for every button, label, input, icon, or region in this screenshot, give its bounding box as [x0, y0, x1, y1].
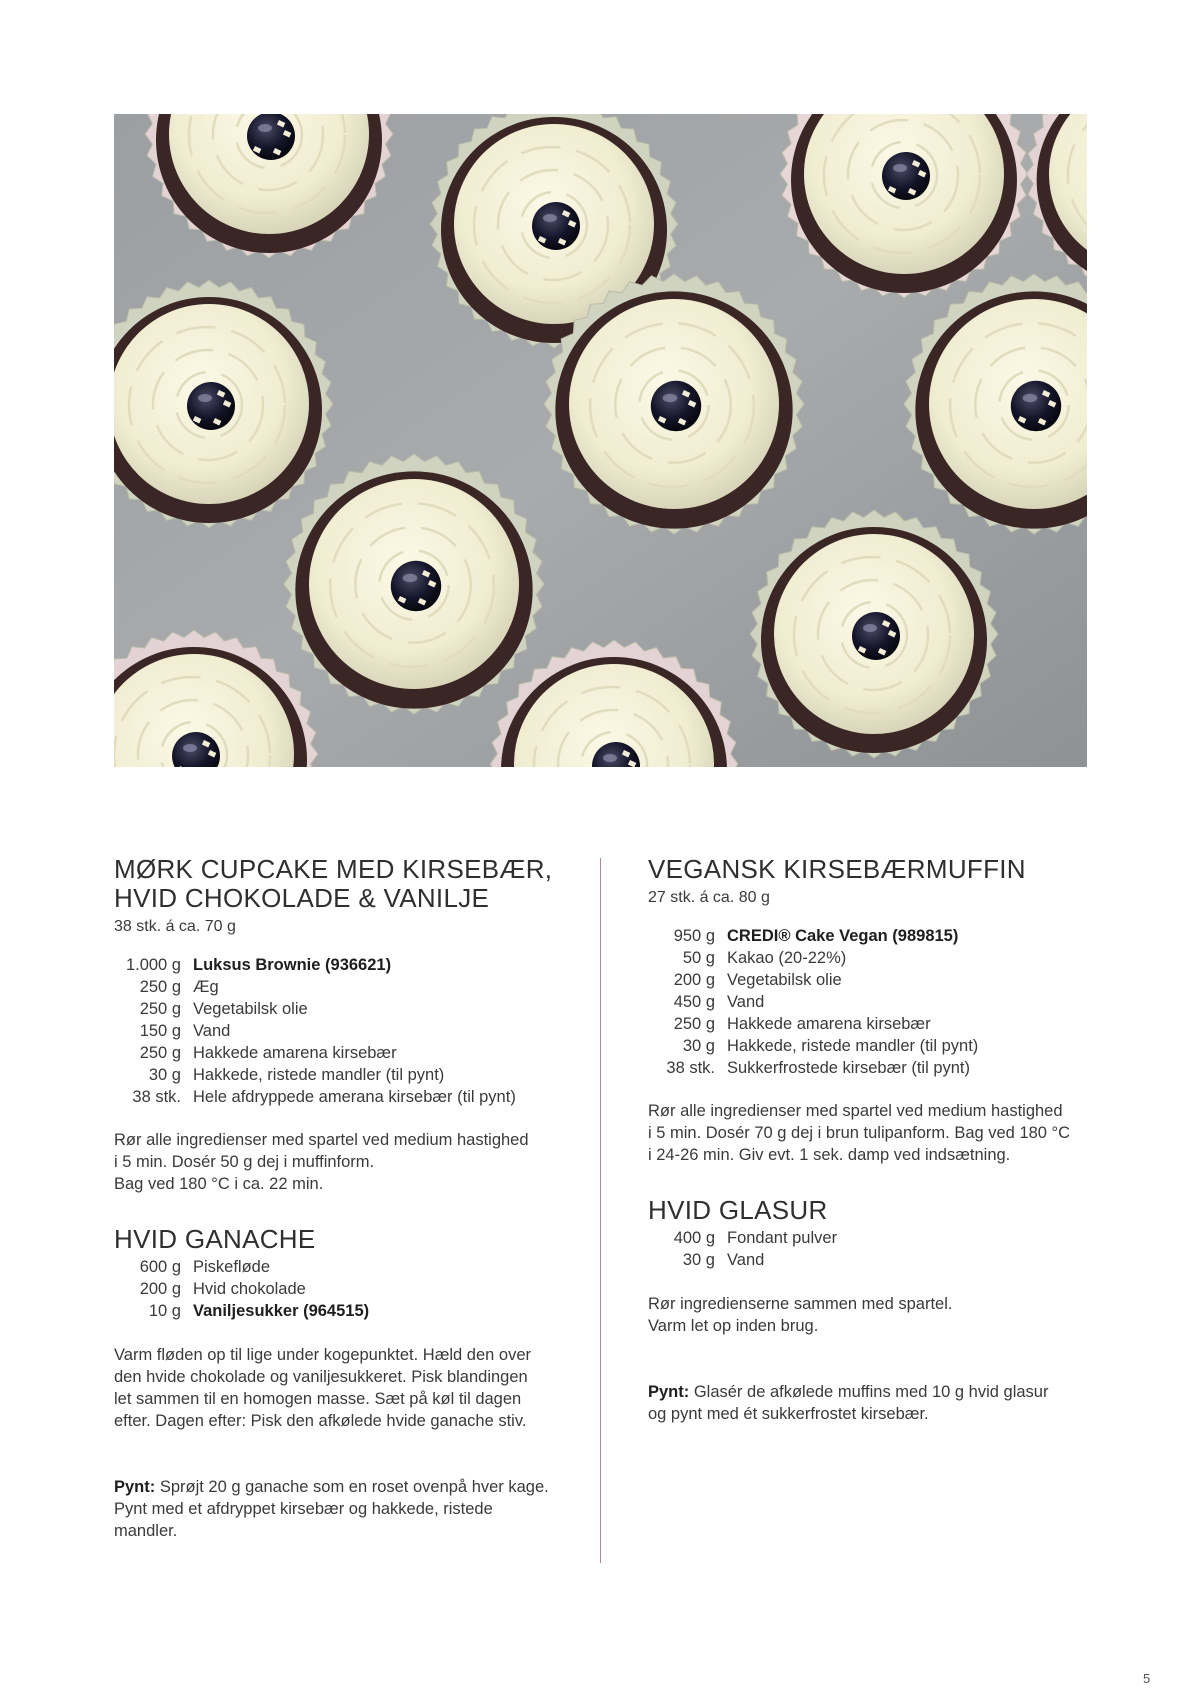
- method-line: efter. Dagen efter: Pisk den afkølede hvide ganache stiv.: [114, 1412, 527, 1430]
- ingredient-name: Vand: [727, 1251, 765, 1269]
- ingredient-qty: 30 g: [682, 1037, 715, 1055]
- method-line: Bag ved 180 °C i ca. 22 min.: [114, 1175, 324, 1193]
- glaze-ingredient-list: [648, 1227, 837, 1271]
- method-line: i 5 min. Dosér 50 g dej i muffinform.: [114, 1153, 375, 1171]
- ingredient-row: [648, 947, 978, 969]
- left-column: [114, 855, 594, 1542]
- ingredient-name: Hvid chokolade: [193, 1280, 306, 1298]
- ingredient-name: Hakkede amarena kirsebær: [193, 1044, 397, 1062]
- vegan-ingredient-list: [648, 925, 978, 1079]
- method-line: den hvide chokolade og vaniljesukkeret. Pisk blandingen: [114, 1368, 528, 1386]
- ingredient-name: Æg: [193, 978, 219, 996]
- garnish-label: Pynt:: [648, 1383, 690, 1401]
- ingredient-name: Vegetabilsk olie: [727, 971, 842, 989]
- garnish-line: Sprøjt 20 g ganache som en roset ovenpå hver kage.: [155, 1478, 549, 1496]
- ganache-ingredient-list: [114, 1256, 369, 1322]
- vegan-recipe-title: VEGANSK KIRSEBÆRMUFFIN: [648, 854, 1026, 884]
- ingredient-row: [648, 925, 978, 947]
- ingredient-name: Sukkerfrostede kirsebær (til pynt): [727, 1059, 970, 1077]
- cupcake-photo-graphic: [114, 114, 1087, 767]
- ingredient-qty: 250 g: [139, 978, 181, 996]
- cupcake-photo: [114, 114, 1087, 767]
- ingredient-row: [114, 1300, 369, 1322]
- ingredient-qty: 200 g: [139, 1280, 181, 1298]
- ingredient-name: CREDI® Cake Vegan (989815): [727, 927, 959, 945]
- ingredient-name: Piskefløde: [193, 1258, 271, 1276]
- ingredient-qty: 38 stk.: [132, 1088, 181, 1106]
- ingredient-row: [114, 1064, 516, 1086]
- ingredient-name: Vaniljesukker (964515): [193, 1302, 370, 1320]
- ingredient-qty: 30 g: [682, 1251, 715, 1269]
- ingredient-qty: 950 g: [673, 927, 715, 945]
- ingredient-list: [114, 954, 516, 1108]
- ingredient-qty: 400 g: [673, 1229, 715, 1247]
- garnish-line: mandler.: [114, 1522, 178, 1540]
- method-line: Rør alle ingredienser med spartel ved medium hastighed: [114, 1131, 529, 1149]
- ingredient-name: Vegetabilsk olie: [193, 1000, 308, 1018]
- garnish-text: [114, 1476, 594, 1542]
- ingredient-row: [114, 1042, 516, 1064]
- ingredient-qty: 50 g: [682, 949, 715, 967]
- ingredient-name: Kakao (20-22%): [727, 949, 847, 967]
- method-line: Varm fløden op til lige under kogepunktet. Hæld den over: [114, 1346, 532, 1364]
- method-line: Rør alle ingredienser med spartel ved medium hastighed: [648, 1102, 1063, 1120]
- ingredient-row: [648, 1249, 837, 1271]
- method-line: Varm let op inden brug.: [648, 1317, 819, 1335]
- ingredient-qty: 250 g: [139, 1000, 181, 1018]
- ingredient-qty: 250 g: [673, 1015, 715, 1033]
- ingredient-qty: 450 g: [673, 993, 715, 1011]
- recipe-title-line2: HVID CHOKOLADE & VANILJE: [114, 883, 490, 913]
- ingredient-row: [114, 976, 516, 998]
- garnish-label: Pynt:: [114, 1478, 156, 1496]
- vegan-method-text: [648, 1100, 1108, 1166]
- garnish-line: Pynt med et afdryppet kirsebær og hakkede, ristede: [114, 1500, 493, 1518]
- ganache-title: HVID GANACHE: [114, 1224, 316, 1254]
- right-column: [648, 855, 1108, 1425]
- ingredient-row: [114, 998, 516, 1020]
- ingredient-row: [114, 1020, 516, 1042]
- ingredient-row: [114, 1256, 369, 1278]
- garnish-line: Glasér de afkølede muffins med 10 g hvid glasur: [689, 1383, 1049, 1401]
- ingredient-row: [114, 1278, 369, 1300]
- recipe-title: [114, 855, 594, 913]
- method-line: Rør ingredienserne sammen med spartel.: [648, 1295, 953, 1313]
- vegan-recipe-yield: 27 stk. á ca. 80 g: [648, 889, 770, 906]
- column-divider: [600, 858, 601, 1563]
- vegan-garnish-text: [648, 1381, 1108, 1425]
- ingredient-qty: 10 g: [148, 1302, 181, 1320]
- method-line: let sammen til en homogen masse. Sæt på køl til dagen: [114, 1390, 522, 1408]
- ingredient-row: [648, 969, 978, 991]
- ingredient-name: Fondant pulver: [727, 1229, 838, 1247]
- ingredient-qty: 1.000 g: [125, 956, 181, 974]
- ingredient-qty: 600 g: [139, 1258, 181, 1276]
- glaze-title: HVID GLASUR: [648, 1195, 828, 1225]
- ingredient-row: [114, 1086, 516, 1108]
- ingredient-qty: 30 g: [148, 1066, 181, 1084]
- page-number: 5: [1143, 1671, 1151, 1686]
- ingredient-name: Hakkede, ristede mandler (til pynt): [193, 1066, 445, 1084]
- ingredient-qty: 150 g: [139, 1022, 181, 1040]
- ingredient-name: Luksus Brownie (936621): [193, 956, 392, 974]
- method-line: i 5 min. Dosér 70 g dej i brun tulipanform. Bag ved 180 °C: [648, 1124, 1071, 1142]
- ingredient-row: [648, 991, 978, 1013]
- ingredient-name: Hakkede amarena kirsebær: [727, 1015, 931, 1033]
- ganache-method-text: [114, 1344, 594, 1432]
- garnish-line: og pynt med ét sukkerfrostet kirsebær.: [648, 1405, 929, 1423]
- ingredient-row: [648, 1227, 837, 1249]
- method-text: [114, 1129, 594, 1195]
- glaze-method-text: [648, 1293, 1108, 1337]
- ingredient-qty: 200 g: [673, 971, 715, 989]
- ingredient-name: Vand: [727, 993, 765, 1011]
- method-line: i 24-26 min. Giv evt. 1 sek. damp ved indsætning.: [648, 1146, 1011, 1164]
- recipe-title-line1: MØRK CUPCAKE MED KIRSEBÆR,: [114, 854, 553, 884]
- ingredient-name: Hele afdryppede amerana kirsebær (til pynt): [193, 1088, 516, 1106]
- ingredient-name: Hakkede, ristede mandler (til pynt): [727, 1037, 979, 1055]
- ingredient-row: [114, 954, 516, 976]
- ingredient-qty: 38 stk.: [666, 1059, 715, 1077]
- ingredient-row: [648, 1035, 978, 1057]
- ingredient-qty: 250 g: [139, 1044, 181, 1062]
- ingredient-name: Vand: [193, 1022, 231, 1040]
- ingredient-row: [648, 1013, 978, 1035]
- recipe-yield: 38 stk. á ca. 70 g: [114, 918, 236, 935]
- ingredient-row: [648, 1057, 978, 1079]
